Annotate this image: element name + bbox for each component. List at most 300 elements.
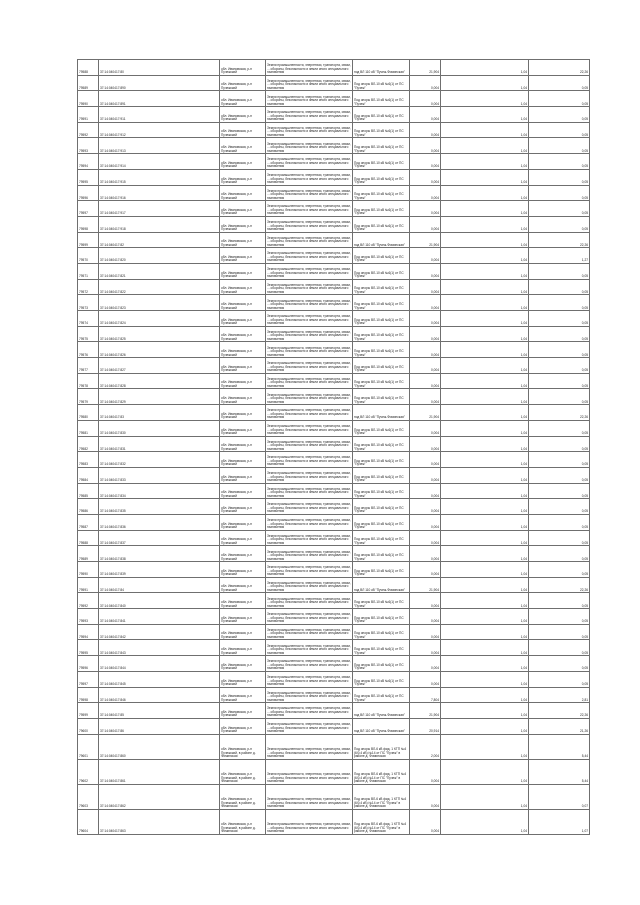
coefficient-cell: 1,04 <box>441 784 529 809</box>
coefficient-cell: 1,04 <box>441 436 529 452</box>
area-cell: 0,004 <box>410 358 441 374</box>
coefficient-cell: 1,04 <box>441 60 529 76</box>
area-cell: 0,004 <box>410 311 441 327</box>
coefficient-cell: 1,04 <box>441 514 529 530</box>
value-cell: 0,05 <box>529 122 590 138</box>
value-cell: 0,05 <box>529 530 590 546</box>
cadastral-number: 37:14:040417:863 <box>99 809 220 834</box>
land-category-cell: Земли промышленности, энергетики, транспорта, связи, ... обороны, безопасности и земли иного специального назначения <box>266 279 353 295</box>
cadastral-number: 37:14:040417:841 <box>99 609 220 625</box>
cadastral-number: 37:14:040417:83 <box>99 405 220 421</box>
row-number: 79576 <box>78 342 99 358</box>
coefficient-cell: 1,04 <box>441 358 529 374</box>
land-category-cell: Земли промышленности, энергетики, транспорта, связи, ... обороны, безопасности и земли иного специального назначения <box>266 514 353 530</box>
area-cell: 0,004 <box>410 107 441 123</box>
land-category-cell: Земли промышленности, энергетики, транспорта, связи, ... обороны, безопасности и земли иного специального назначения <box>266 577 353 593</box>
area-cell: 0,004 <box>410 436 441 452</box>
area-cell: 0,004 <box>410 154 441 170</box>
table-row <box>78 373 590 389</box>
permitted-use-cell: Под опоры ВЛ-6 кВ фид. 1 КТП №4 (6/0,4 кВ) №14 от ПС "Пучеж" в районе д. Фоминская <box>353 759 410 784</box>
coefficient-cell: 1,04 <box>441 577 529 593</box>
table-row <box>78 389 590 405</box>
table-row <box>78 232 590 248</box>
cadastral-number: 37:14:040417:84 <box>99 577 220 593</box>
row-number: 79589 <box>78 546 99 562</box>
address-cell: обл. Ивановская, р-н Пучежский <box>220 107 266 123</box>
land-category-cell: Земли промышленности, энергетики, транспорта, связи, ... обороны, безопасности и земли иного специального назначения <box>266 248 353 264</box>
address-cell: обл. Ивановская, р-н Пучежский <box>220 373 266 389</box>
land-category-cell: Земли промышленности, энергетики, транспорта, связи, ... обороны, безопасности и земли иного специального назначения <box>266 784 353 809</box>
cadastral-number: 37:14:040417:838 <box>99 546 220 562</box>
coefficient-cell: 1,04 <box>441 263 529 279</box>
permitted-use-cell: Под опоры ВЛ-10 кВ №6(1) от ПС "Пучеж" <box>353 656 410 672</box>
cadastral-number: 37:14:040417:843 <box>99 640 220 656</box>
table-row <box>78 436 590 452</box>
permitted-use-cell: Под опоры ВЛ-10 кВ №6(1) от ПС "Пучеж" <box>353 514 410 530</box>
table-row <box>78 122 590 138</box>
address-cell: обл. Ивановская, р-н Пучежский <box>220 60 266 76</box>
area-cell: 0,004 <box>410 216 441 232</box>
value-cell: 0,05 <box>529 295 590 311</box>
value-cell: 0,05 <box>529 436 590 452</box>
row-number: 79580 <box>78 405 99 421</box>
address-cell: обл. Ивановская, р-н Пучежский <box>220 718 266 734</box>
permitted-use-cell: Под опоры ВЛ-10 кВ №6(1) от ПС "Пучеж" <box>353 640 410 656</box>
coefficient-cell: 1,04 <box>441 687 529 703</box>
address-cell: обл. Ивановская, р-н Пучежский <box>220 232 266 248</box>
row-number: 79584 <box>78 467 99 483</box>
row-number: 79582 <box>78 436 99 452</box>
table-row <box>78 499 590 515</box>
coefficient-cell: 1,04 <box>441 342 529 358</box>
coefficient-cell: 1,04 <box>441 420 529 436</box>
permitted-use-cell: Под опоры ВЛ-10 кВ №6(1) от ПС "Пучеж" <box>353 687 410 703</box>
permitted-use-cell: Под опоры ВЛ-10 кВ №6(1) от ПС "Пучеж" <box>353 483 410 499</box>
area-cell: 0,004 <box>410 248 441 264</box>
table-row <box>78 640 590 656</box>
cadastral-number: 37:14:040417:822 <box>99 279 220 295</box>
area-cell: 0,004 <box>410 759 441 784</box>
address-cell: обл. Ивановская, р-н Пучежский <box>220 624 266 640</box>
permitted-use-cell: Под опоры ВЛ-10 кВ №6(1) от ПС "Пучеж" <box>353 216 410 232</box>
row-number: 79594 <box>78 624 99 640</box>
coefficient-cell: 1,04 <box>441 703 529 719</box>
land-category-cell: Земли промышленности, энергетики, транспорта, связи, ... обороны, безопасности и земли иного специального назначения <box>266 809 353 834</box>
permitted-use-cell: Под опоры ВЛ-10 кВ №6(1) от ПС "Пучеж" <box>353 279 410 295</box>
land-category-cell: Земли промышленности, энергетики, транспорта, связи, ... обороны, безопасности и земли иного специального назначения <box>266 60 353 76</box>
land-category-cell: Земли промышленности, энергетики, транспорта, связи, ... обороны, безопасности и земли иного специального назначения <box>266 452 353 468</box>
land-category-cell: Земли промышленности, энергетики, транспорта, связи, ... обороны, безопасности и земли иного специального назначения <box>266 201 353 217</box>
area-cell: 0,004 <box>410 373 441 389</box>
land-category-cell: Земли промышленности, энергетики, транспорта, связи, ... обороны, безопасности и земли иного специального назначения <box>266 138 353 154</box>
row-number: 79599 <box>78 703 99 719</box>
cadastral-number: 37:14:040417:918 <box>99 216 220 232</box>
land-category-cell: Земли промышленности, энергетики, транспорта, связи, ... обороны, безопасности и земли иного специального назначения <box>266 420 353 436</box>
coefficient-cell: 1,04 <box>441 311 529 327</box>
table-row <box>78 295 590 311</box>
row-number: 79597 <box>78 671 99 687</box>
cadastral-number: 37:14:040417:836 <box>99 514 220 530</box>
row-number: 79596 <box>78 656 99 672</box>
value-cell: 0,05 <box>529 389 590 405</box>
table-row <box>78 593 590 609</box>
coefficient-cell: 1,04 <box>441 546 529 562</box>
table-row <box>78 311 590 327</box>
value-cell: 0,05 <box>529 467 590 483</box>
area-cell: 0,004 <box>410 530 441 546</box>
row-number: 79589 <box>78 75 99 91</box>
cadastral-number: 37:14:040417:842 <box>99 624 220 640</box>
area-cell: 0,004 <box>410 784 441 809</box>
area-cell: 21,904 <box>410 232 441 248</box>
coefficient-cell: 1,04 <box>441 91 529 107</box>
area-cell: 0,004 <box>410 499 441 515</box>
table-row <box>78 216 590 232</box>
value-cell: 1,07 <box>529 809 590 834</box>
address-cell: обл. Ивановская, р-н Пучежский <box>220 530 266 546</box>
cadastral-number: 37:14:040417:831 <box>99 436 220 452</box>
permitted-use-cell: Под опоры ВЛ-10 кВ №6(1) от ПС "Пучеж" <box>353 154 410 170</box>
area-cell: 0,004 <box>410 138 441 154</box>
address-cell: обл. Ивановская, р-н Пучежский <box>220 201 266 217</box>
table-row <box>78 91 590 107</box>
area-cell: 0,004 <box>410 809 441 834</box>
area-cell: 0,004 <box>410 593 441 609</box>
table-row <box>78 577 590 593</box>
coefficient-cell: 1,04 <box>441 530 529 546</box>
land-category-cell: Земли промышленности, энергетики, транспорта, связи, ... обороны, безопасности и земли иного специального назначения <box>266 593 353 609</box>
address-cell: обл. Ивановская, р-н Пучежский <box>220 311 266 327</box>
coefficient-cell: 1,04 <box>441 718 529 734</box>
row-number: 79575 <box>78 326 99 342</box>
value-cell: 0,05 <box>529 609 590 625</box>
land-category-cell: Земли промышленности, энергетики, транспорта, связи, ... обороны, безопасности и земли иного специального назначения <box>266 154 353 170</box>
permitted-use-cell: Под опоры ВЛ-6 кВ фид. 1 КТП №4 (6/0,4 кВ) №14 от ПС "Пучеж" в районе д. Фоминская <box>353 784 410 809</box>
row-number: 79599 <box>78 232 99 248</box>
permitted-use-cell: Под опоры ВЛ-10 кВ №6(1) от ПС "Пучеж" <box>353 671 410 687</box>
value-cell: 0,05 <box>529 656 590 672</box>
land-category-cell: Земли промышленности, энергетики, транспорта, связи, ... обороны, безопасности и земли иного специального назначения <box>266 91 353 107</box>
coefficient-cell: 1,04 <box>441 389 529 405</box>
cadastral-number: 37:14:040417:844 <box>99 656 220 672</box>
coefficient-cell: 1,04 <box>441 734 529 759</box>
coefficient-cell: 1,04 <box>441 467 529 483</box>
cadastral-number: 37:14:040417:862 <box>99 784 220 809</box>
area-cell: 0,004 <box>410 326 441 342</box>
row-number: 79574 <box>78 311 99 327</box>
row-number: 79598 <box>78 687 99 703</box>
row-number: 79578 <box>78 373 99 389</box>
value-cell: 0,05 <box>529 624 590 640</box>
coefficient-cell: 1,04 <box>441 138 529 154</box>
permitted-use-cell: под ВЛ 110 кВ "Пучеж-Фоминская" <box>353 405 410 421</box>
area-cell: 0,004 <box>410 201 441 217</box>
cadastral-number: 37:14:040417:846 <box>99 687 220 703</box>
address-cell: обл. Ивановская, р-н Пучежский <box>220 593 266 609</box>
table-row <box>78 107 590 123</box>
table-row <box>78 185 590 201</box>
table-row <box>78 734 590 759</box>
address-cell: обл. Ивановская, р-н Пучежский <box>220 452 266 468</box>
land-plots-table <box>77 59 590 835</box>
coefficient-cell: 1,04 <box>441 75 529 91</box>
row-number: 79597 <box>78 201 99 217</box>
land-plots-table-sheet <box>77 59 588 835</box>
coefficient-cell: 1,04 <box>441 405 529 421</box>
table-row <box>78 248 590 264</box>
permitted-use-cell: под ВЛ 110 кВ "Пучеж-Фоминская" <box>353 703 410 719</box>
table-row <box>78 514 590 530</box>
cadastral-number: 37:14:040417:832 <box>99 452 220 468</box>
address-cell: обл. Ивановская, р-н Пучежский <box>220 562 266 578</box>
value-cell: 22,26 <box>529 60 590 76</box>
land-category-cell: Земли промышленности, энергетики, транспорта, связи, ... обороны, безопасности и земли иного специального назначения <box>266 122 353 138</box>
value-cell: 0,05 <box>529 499 590 515</box>
table-row <box>78 609 590 625</box>
permitted-use-cell: Под опоры ВЛ-10 кВ №6(1) от ПС "Пучеж" <box>353 138 410 154</box>
land-category-cell: Земли промышленности, энергетики, транспорта, связи, ... обороны, безопасности и земли иного специального назначения <box>266 436 353 452</box>
table-row <box>78 75 590 91</box>
cadastral-number: 37:14:040417:80 <box>99 60 220 76</box>
area-cell: 0,004 <box>410 389 441 405</box>
land-category-cell: Земли промышленности, энергетики, транспорта, связи, ... обороны, безопасности и земли иного специального назначения <box>266 389 353 405</box>
cadastral-number: 37:14:040417:861 <box>99 759 220 784</box>
permitted-use-cell: Под опоры ВЛ-10 кВ №6(1) от ПС "Пучеж" <box>353 263 410 279</box>
permitted-use-cell: Под опоры ВЛ-10 кВ №6(1) от ПС "Пучеж" <box>353 373 410 389</box>
table-row <box>78 703 590 719</box>
value-cell: 0,07 <box>529 784 590 809</box>
value-cell: 5,44 <box>529 734 590 759</box>
value-cell: 0,05 <box>529 514 590 530</box>
value-cell: 0,05 <box>529 483 590 499</box>
row-number: 79593 <box>78 138 99 154</box>
area-cell: 0,004 <box>410 483 441 499</box>
land-category-cell: Земли промышленности, энергетики, транспорта, связи, ... обороны, безопасности и земли иного специального назначения <box>266 687 353 703</box>
table-row <box>78 624 590 640</box>
land-category-cell: Земли промышленности, энергетики, транспорта, связи, ... обороны, безопасности и земли иного специального назначения <box>266 499 353 515</box>
area-cell: 0,004 <box>410 295 441 311</box>
permitted-use-cell: Под опоры ВЛ-10 кВ №6(1) от ПС "Пучеж" <box>353 562 410 578</box>
area-cell: 0,004 <box>410 342 441 358</box>
value-cell: 0,05 <box>529 185 590 201</box>
coefficient-cell: 1,04 <box>441 483 529 499</box>
coefficient-cell: 1,04 <box>441 609 529 625</box>
cadastral-number: 37:14:040417:821 <box>99 263 220 279</box>
row-number: 79581 <box>78 420 99 436</box>
land-category-cell: Земли промышленности, энергетики, транспорта, связи, ... обороны, безопасности и земли иного специального назначения <box>266 640 353 656</box>
area-cell: 0,004 <box>410 75 441 91</box>
land-category-cell: Земли промышленности, энергетики, транспорта, связи, ... обороны, безопасности и земли иного специального назначения <box>266 656 353 672</box>
area-cell: 0,004 <box>410 609 441 625</box>
value-cell: 0,05 <box>529 326 590 342</box>
table-row <box>78 326 590 342</box>
permitted-use-cell: Под опоры ВЛ-10 кВ №6(1) от ПС "Пучеж" <box>353 122 410 138</box>
cadastral-number: 37:14:040417:823 <box>99 295 220 311</box>
coefficient-cell: 1,04 <box>441 452 529 468</box>
cadastral-number: 37:14:040417:829 <box>99 389 220 405</box>
cadastral-number: 37:14:040417:839 <box>99 562 220 578</box>
address-cell: обл. Ивановская, р-н Пучежский <box>220 389 266 405</box>
land-category-cell: Земли промышленности, энергетики, транспорта, связи, ... обороны, безопасности и земли иного специального назначения <box>266 759 353 784</box>
table-row <box>78 279 590 295</box>
row-number: 79592 <box>78 122 99 138</box>
cadastral-number: 37:14:040417:917 <box>99 201 220 217</box>
permitted-use-cell: Под опоры ВЛ-10 кВ №6(1) от ПС "Пучеж" <box>353 248 410 264</box>
row-number: 79595 <box>78 169 99 185</box>
value-cell: 1,27 <box>529 248 590 264</box>
address-cell: обл. Ивановская, р-н Пучежский <box>220 640 266 656</box>
permitted-use-cell: под ВЛ 110 кВ "Пучеж-Фоминская" <box>353 718 410 734</box>
land-category-cell: Земли промышленности, энергетики, транспорта, связи, ... обороны, безопасности и земли иного специального назначения <box>266 562 353 578</box>
land-category-cell: Земли промышленности, энергетики, транспорта, связи, ... обороны, безопасности и земли иного специального назначения <box>266 311 353 327</box>
area-cell: 21,904 <box>410 405 441 421</box>
value-cell: 0,05 <box>529 562 590 578</box>
address-cell: обл. Ивановская, р-н Пучежский <box>220 420 266 436</box>
table-row <box>78 687 590 703</box>
land-category-cell: Земли промышленности, энергетики, транспорта, связи, ... обороны, безопасности и земли иного специального назначения <box>266 263 353 279</box>
table-row <box>78 809 590 834</box>
permitted-use-cell: Под опоры ВЛ-10 кВ №6(1) от ПС "Пучеж" <box>353 593 410 609</box>
permitted-use-cell: Под опоры ВЛ-6 кВ фид. 1 КТП №4 (6/0,4 кВ) №14 от ПС "Пучеж" в районе д. Фоминская <box>353 734 410 759</box>
address-cell: обл. Ивановская, р-н Пучежский <box>220 499 266 515</box>
cadastral-number: 37:14:040417:834 <box>99 483 220 499</box>
table-row <box>78 784 590 809</box>
cadastral-number: 37:14:040417:837 <box>99 530 220 546</box>
row-number: 79573 <box>78 295 99 311</box>
table-row <box>78 201 590 217</box>
address-cell: обл. Ивановская, р-н Пучежский <box>220 122 266 138</box>
cadastral-number: 37:14:040417:913 <box>99 138 220 154</box>
address-cell: обл. Ивановская, р-н Пучежский <box>220 467 266 483</box>
value-cell: 0,05 <box>529 154 590 170</box>
address-cell: обл. Ивановская, р-н Пучежский <box>220 671 266 687</box>
land-category-cell: Земли промышленности, энергетики, транспорта, связи, ... обороны, безопасности и земли иного специального назначения <box>266 609 353 625</box>
area-cell: 0,004 <box>410 640 441 656</box>
row-number: 79591 <box>78 577 99 593</box>
row-number: 79601 <box>78 734 99 759</box>
address-cell: обл. Ивановская, р-н Пучежский <box>220 342 266 358</box>
value-cell: 0,05 <box>529 107 590 123</box>
address-cell: обл. Ивановская, р-н Пучежский <box>220 279 266 295</box>
coefficient-cell: 1,04 <box>441 122 529 138</box>
land-category-cell: Земли промышленности, энергетики, транспорта, связи, ... обороны, безопасности и земли иного специального назначения <box>266 358 353 374</box>
table-row <box>78 671 590 687</box>
address-cell: обл. Ивановская, р-н Пучежский <box>220 248 266 264</box>
row-number: 79585 <box>78 483 99 499</box>
cadastral-number: 37:14:040417:845 <box>99 671 220 687</box>
row-number: 79596 <box>78 185 99 201</box>
coefficient-cell: 1,04 <box>441 656 529 672</box>
table-row <box>78 546 590 562</box>
table-row <box>78 405 590 421</box>
land-category-cell: Земли промышленности, энергетики, транспорта, связи, ... обороны, безопасности и земли иного специального назначения <box>266 169 353 185</box>
cadastral-number: 37:14:040417:827 <box>99 358 220 374</box>
row-number: 79590 <box>78 91 99 107</box>
area-cell: 0,004 <box>410 122 441 138</box>
cadastral-number: 37:14:040417:830 <box>99 420 220 436</box>
land-category-cell: Земли промышленности, энергетики, транспорта, связи, ... обороны, безопасности и земли иного специального назначения <box>266 342 353 358</box>
row-number: 79586 <box>78 499 99 515</box>
table-body <box>78 60 590 835</box>
table-row <box>78 169 590 185</box>
area-cell: 0,004 <box>410 279 441 295</box>
row-number: 79593 <box>78 609 99 625</box>
address-cell: обл. Ивановская, р-н Пучежский <box>220 326 266 342</box>
value-cell: 0,05 <box>529 420 590 436</box>
value-cell: 0,05 <box>529 593 590 609</box>
value-cell: 0,05 <box>529 279 590 295</box>
address-cell: обл. Ивановская, р-н Пучежский, в районе д. Фоминская <box>220 784 266 809</box>
coefficient-cell: 1,04 <box>441 326 529 342</box>
coefficient-cell: 1,04 <box>441 216 529 232</box>
address-cell: обл. Ивановская, р-н Пучежский <box>220 75 266 91</box>
permitted-use-cell: Под опоры ВЛ-10 кВ №6(1) от ПС "Пучеж" <box>353 185 410 201</box>
area-cell: 7,804 <box>410 687 441 703</box>
cadastral-number: 37:14:040417:914 <box>99 154 220 170</box>
row-number: 79577 <box>78 358 99 374</box>
permitted-use-cell: под ВЛ 110 кВ "Пучеж-Фоминская" <box>353 232 410 248</box>
permitted-use-cell: Под опоры ВЛ-10 кВ №6(1) от ПС "Пучеж" <box>353 624 410 640</box>
land-category-cell: Земли промышленности, энергетики, транспорта, связи, ... обороны, безопасности и земли иного специального назначения <box>266 624 353 640</box>
cadastral-number: 37:14:040417:824 <box>99 311 220 327</box>
row-number: 79590 <box>78 562 99 578</box>
permitted-use-cell: Под опоры ВЛ-10 кВ №6(1) от ПС "Пучеж" <box>353 295 410 311</box>
area-cell: 0,004 <box>410 420 441 436</box>
value-cell: 5,44 <box>529 759 590 784</box>
address-cell: обл. Ивановская, р-н Пучежский <box>220 91 266 107</box>
permitted-use-cell: Под опоры ВЛ-10 кВ №6(1) от ПС "Пучеж" <box>353 358 410 374</box>
table-row <box>78 452 590 468</box>
area-cell: 0,004 <box>410 656 441 672</box>
address-cell: обл. Ивановская, р-н Пучежский <box>220 263 266 279</box>
address-cell: обл. Ивановская, р-н Пучежский, в районе д. Фоминская <box>220 809 266 834</box>
coefficient-cell: 1,04 <box>441 201 529 217</box>
table-row <box>78 483 590 499</box>
value-cell: 2,81 <box>529 687 590 703</box>
address-cell: обл. Ивановская, р-н Пучежский <box>220 483 266 499</box>
table-row <box>78 60 590 76</box>
area-cell: 0,004 <box>410 169 441 185</box>
coefficient-cell: 1,04 <box>441 279 529 295</box>
table-row <box>78 718 590 734</box>
address-cell: обл. Ивановская, р-н Пучежский <box>220 687 266 703</box>
cadastral-number: 37:14:040417:833 <box>99 467 220 483</box>
land-category-cell: Земли промышленности, энергетики, транспорта, связи, ... обороны, безопасности и земли иного специального назначения <box>266 373 353 389</box>
area-cell: 21,904 <box>410 577 441 593</box>
value-cell: 0,05 <box>529 263 590 279</box>
permitted-use-cell: Под опоры ВЛ-10 кВ №6(1) от ПС "Пучеж" <box>353 201 410 217</box>
address-cell: обл. Ивановская, р-н Пучежский <box>220 514 266 530</box>
value-cell: 22,26 <box>529 703 590 719</box>
permitted-use-cell: Под опоры ВЛ-10 кВ №6(1) от ПС "Пучеж" <box>353 530 410 546</box>
value-cell: 0,05 <box>529 311 590 327</box>
address-cell: обл. Ивановская, р-н Пучежский <box>220 154 266 170</box>
permitted-use-cell: Под опоры ВЛ-10 кВ №6(1) от ПС "Пучеж" <box>353 436 410 452</box>
area-cell: 0,004 <box>410 91 441 107</box>
area-cell: 20,914 <box>410 718 441 734</box>
area-cell: 0,004 <box>410 562 441 578</box>
row-number: 79602 <box>78 759 99 784</box>
table-row <box>78 656 590 672</box>
permitted-use-cell: Под опоры ВЛ-10 кВ №6(1) от ПС "Пучеж" <box>353 499 410 515</box>
row-number: 79591 <box>78 107 99 123</box>
coefficient-cell: 1,04 <box>441 373 529 389</box>
value-cell: 22,26 <box>529 232 590 248</box>
area-cell: 0,004 <box>410 624 441 640</box>
row-number: 79572 <box>78 279 99 295</box>
permitted-use-cell: под ВЛ 110 кВ "Пучеж-Фоминская" <box>353 577 410 593</box>
land-category-cell: Земли промышленности, энергетики, транспорта, связи, ... обороны, безопасности и земли иного специального назначения <box>266 703 353 719</box>
